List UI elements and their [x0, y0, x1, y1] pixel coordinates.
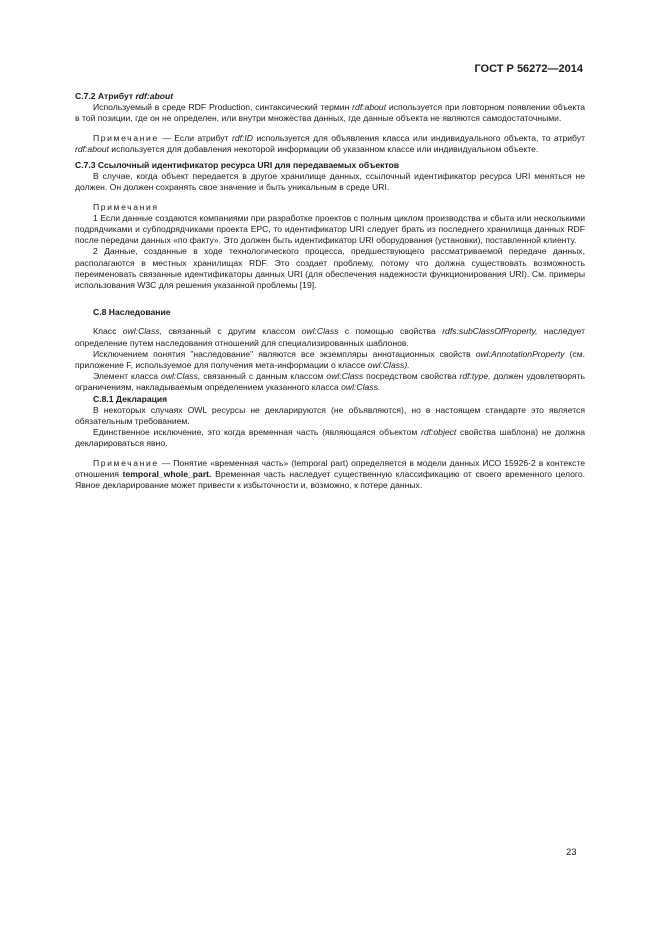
section-c8-paragraph-3 — [75, 371, 585, 393]
section-c73-note-1: 1 Если данные создаются компаниями при разработке проектов с полным циклом производства и сбыта или несколькими подрядчиками и субподрядчиками проекта ЕРС, то идентификатор URI следует брать из последнего хранилища данных RDF после передачи данных «по факту». Это должен быть идентификатор URI оборудования (установки), поставленной клиенту. — [75, 212, 585, 246]
section-c72-paragraph — [75, 102, 585, 124]
text: связанный с данным классом — [200, 371, 327, 382]
section-c73-notes-label: Примечания — [93, 201, 159, 212]
term: rdf:about — [75, 143, 109, 154]
text: должен удовлетворять ограничениям, накладываемым определением указанного класса — [75, 371, 585, 393]
term: temporal_whole_part. — [122, 468, 212, 479]
term: rdf:ID — [232, 132, 254, 143]
section-c72-heading — [75, 91, 585, 102]
section-c72-note — [75, 133, 585, 155]
term: owl:Class — [301, 326, 339, 337]
section-c8-paragraph-2 — [75, 349, 585, 371]
text: наследует определение путем наследования отношений для специализированных шаблонов. — [75, 326, 585, 348]
section-c81-heading: С.8.1 Декларация — [93, 393, 168, 404]
term: rdf:object — [420, 427, 457, 438]
note-label: Примечание — [93, 132, 159, 143]
term: owl:Class — [326, 371, 364, 382]
section-c73-heading: С.7.3 Ссылочный идентификатор ресурса URI для передаваемых объектов — [75, 160, 400, 171]
section-c8-heading: С.8 Наследование — [93, 307, 171, 318]
term: owl:Class, — [161, 371, 201, 382]
text: связанный с другим классом — [161, 326, 302, 337]
heading-text: С.7.2 Атрибут — [75, 91, 136, 101]
text: Класс — [93, 326, 123, 337]
section-c8-paragraph-1 — [75, 326, 585, 348]
text: используется при повторном появлении объекта в той позиции, где он не определен, или внутри множества данных, где данные объекта не являются самодостаточными. — [75, 102, 585, 124]
text: Используемый в среде RDF Production, синтаксический термин — [93, 102, 353, 113]
text: Элемент класса — [93, 371, 162, 382]
text: используется для объявления класса или индивидуального объекта, то атрибут — [253, 132, 585, 143]
text: Исключением понятия "наследование" являются все экземпляры аннотационных свойств — [93, 348, 476, 359]
term: rdfs:subClassOfProperty, — [442, 326, 538, 337]
text: Временная часть наследует существенную классификацию от своего временного целого. Явное декларирование может привести к избыточности и, возможно, к потере данных. — [75, 468, 585, 491]
term: owl:Class). — [367, 360, 410, 371]
section-c73-paragraph: В случае, когда объект передается в другое хранилище данных, ссылочный идентификатор ресурса URI меняться не должен. Он должен сохранять свое значение и быть уникальным в среде URI. — [75, 171, 585, 193]
text: посредством свойства — [363, 371, 460, 382]
section-c73-note-2: 2 Данные, созданные в ходе технологического процесса, предшествующего рассматриваемой передаче данных, располагаются в местных хранилищах RDF. Это создает проблему, потому что должна существовать возможность переименовать связанные идентификаторы данных URI (для обеспечения надежности функционирования URI). См. примеры использования W3C для решения указанной проблемы [19]. — [75, 246, 585, 291]
text: Единственное исключение, это когда временная часть (являющаяся объектом — [93, 427, 421, 438]
text: (см. приложение F, используемое для получения мета-информации о классе — [75, 348, 586, 371]
page-number: 23 — [566, 847, 577, 858]
text: свойства шаблона) не должна декларироваться явно. — [75, 427, 585, 449]
term: rdf:about — [352, 102, 387, 113]
heading-term: rdf:about — [135, 91, 174, 101]
text: — Если атрибут — [158, 132, 232, 143]
section-c81-paragraph-2 — [75, 427, 585, 449]
section-c81-note — [75, 458, 585, 492]
term: rdf:type, — [459, 371, 491, 382]
text: используется для добавления некоторой информации об указанном классе или индивидуальном объекте. — [108, 143, 539, 154]
text: — Понятие «временная часть» (temporal part) определяется в модели данных ИСО 15926-2 в контексте отношения — [75, 457, 585, 479]
text: с помощью свойства — [338, 326, 443, 337]
term: owl:Class. — [341, 382, 381, 393]
standard-designation: ГОСТ Р 56272—2014 — [474, 63, 583, 75]
section-c81-paragraph-1: В некоторых случаях OWL ресурсы не декларируются (не объявляются), но в настоящем стандарте это является обязательным требованием. — [75, 404, 585, 427]
term: owl:AnnotationProperty — [475, 348, 565, 359]
note-label: Примечание — [93, 457, 159, 468]
term: owl:Class, — [122, 326, 162, 337]
page-content — [75, 91, 585, 491]
